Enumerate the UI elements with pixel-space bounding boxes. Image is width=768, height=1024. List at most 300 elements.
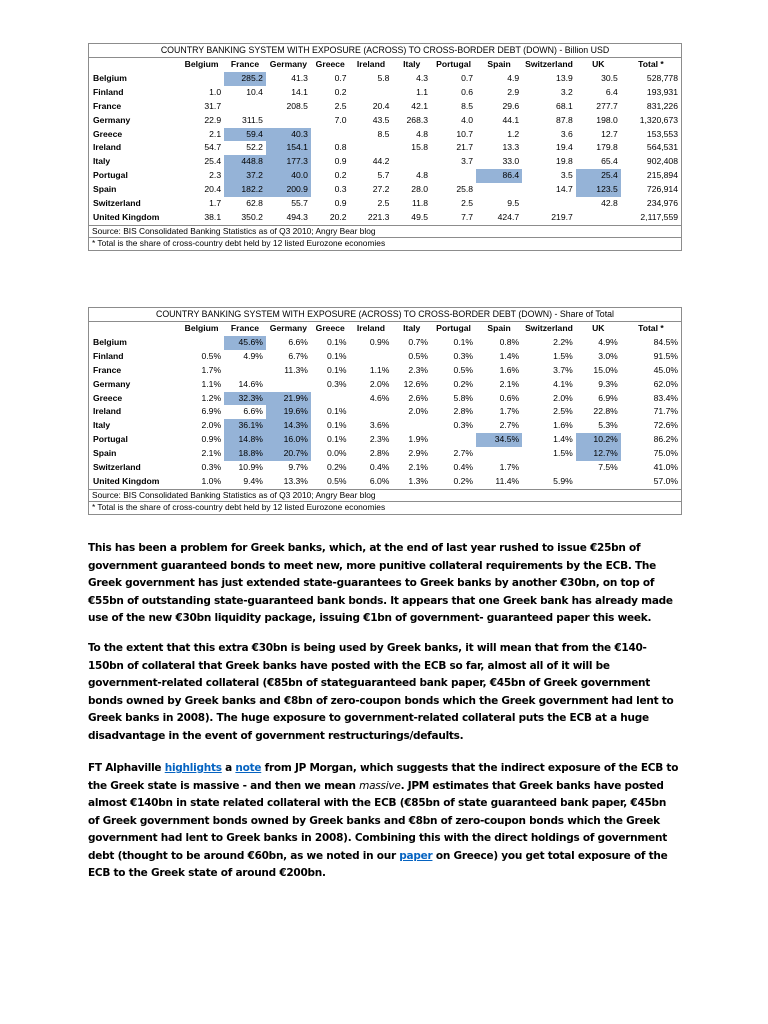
table-cell: 2.1%: [408, 462, 429, 473]
column-header-uk: UK: [592, 59, 605, 69]
table-cell: 19.6%: [266, 405, 311, 419]
table-cell: 3.2: [560, 86, 573, 97]
table-cell: 0.1%: [326, 336, 347, 347]
table-cell: 21.9%: [266, 392, 311, 406]
table-cell: 2.8%: [369, 448, 390, 459]
table-cell: 4.3: [416, 72, 429, 83]
table-cell: 9.3%: [598, 378, 618, 389]
table-cell: 12.6%: [403, 378, 429, 389]
table-cell: [311, 392, 350, 406]
table-cell: 2.1: [209, 128, 222, 139]
table-cell: 153,553: [646, 128, 678, 139]
table-cell: 6.4: [605, 86, 618, 97]
table-cell: 0.6%: [499, 392, 520, 403]
table-cell: 83.4%: [653, 392, 678, 403]
row-label: France: [93, 364, 122, 375]
table-cell: 43.5: [372, 114, 390, 125]
table-cell: 10.7: [456, 128, 474, 139]
table-cell: 0.1%: [326, 420, 347, 431]
table-row: [89, 86, 681, 100]
column-header-france: France: [230, 59, 260, 69]
table-cell: 2.7%: [453, 448, 474, 459]
table-cell: 20.4: [372, 100, 390, 111]
table-cell: 198.0: [596, 114, 618, 125]
table-cell: 4.8: [416, 128, 429, 139]
table-cell: 3.6: [560, 128, 573, 139]
table-cell: 215,894: [646, 170, 678, 181]
table-cell: 52.2: [246, 142, 263, 153]
p3-text-3: from JP Morgan, which suggests that the indirect exposure of the ECB to the Greek state is massive - and then we mean: [88, 762, 679, 792]
table-cell: 0.9: [334, 198, 347, 209]
table-cell: 2,117,559: [621, 211, 681, 225]
table-row: [89, 475, 681, 489]
table-cell: 902,408: [646, 156, 678, 167]
table-source: Source: BIS Consolidated Banking Statistics as of Q3 2010; Angry Bear blog: [89, 226, 681, 239]
table-cell: 59.4: [224, 128, 266, 142]
table-cell: 208.5: [286, 100, 308, 111]
table-cell: 15.8: [411, 142, 429, 153]
row-label: Spain: [93, 184, 117, 195]
table-cell: 5.8%: [453, 392, 474, 403]
table-row: [89, 114, 681, 128]
table-cell: 5.3%: [598, 420, 618, 431]
column-header-italy: Italy: [403, 59, 421, 69]
table-cell: 19.8: [556, 156, 573, 167]
table-cell: 72.6%: [653, 420, 678, 431]
exposure-billion-usd-table: [88, 43, 682, 251]
table-cell: 45.6%: [224, 336, 266, 350]
table-cell: 8.5: [377, 128, 390, 139]
table-cell: 277.7: [596, 100, 618, 111]
table-cell: 494.3: [266, 211, 311, 225]
header-corner: [89, 58, 179, 72]
table-cell: 22.8%: [593, 406, 618, 417]
table-cell: 14.8%: [224, 433, 266, 447]
table-cell: [224, 100, 266, 114]
table-cell: [431, 433, 476, 447]
table-cell: 221.3: [350, 211, 393, 225]
table-cell: 1.1%: [201, 378, 222, 389]
table-cell: 84.5%: [653, 336, 678, 347]
table-cell: 0.1%: [326, 364, 347, 375]
column-header-greece: Greece: [315, 323, 345, 333]
table-cell: 2.3%: [369, 434, 390, 445]
table-cell: 57.0%: [621, 475, 681, 489]
table-cell: 2.5: [334, 100, 347, 111]
table-cell: 0.4%: [453, 462, 474, 473]
row-label: Switzerland: [93, 198, 141, 209]
table-cell: 1.2: [507, 128, 520, 139]
table-cell: 1.7: [209, 198, 222, 209]
table-cell: [522, 461, 576, 475]
table-cell: 16.0%: [266, 433, 311, 447]
table-cell: 2.7%: [499, 420, 520, 431]
table-cell: 6.9%: [598, 392, 618, 403]
table-cell: 0.3: [334, 184, 347, 195]
table-row: [89, 433, 681, 447]
table-cell: 200.9: [266, 183, 311, 197]
table-cell: 8.5: [461, 100, 474, 111]
table-footnote: * Total is the share of cross-country debt held by 12 listed Eurozone economies: [92, 502, 386, 513]
table-cell: [179, 336, 224, 350]
column-header-germany: Germany: [269, 59, 308, 69]
row-label: Finland: [93, 86, 124, 97]
p3-text-5: on Greece) you get total exposure of the ECB to the Greek state of around €200bn.: [88, 849, 668, 879]
table-cell: 0.1%: [453, 336, 474, 347]
table-row: [89, 461, 681, 475]
table-cell: [576, 211, 621, 225]
table-cell: 0.1%: [326, 406, 347, 417]
paragraph-ecb-exposure: [88, 760, 680, 883]
table-cell: 87.8: [556, 114, 573, 125]
table-cell: [266, 378, 311, 392]
table-cell: 350.2: [224, 211, 266, 225]
table-cell: 0.2%: [453, 378, 474, 389]
table-cell: 6.6%: [288, 336, 308, 347]
column-header-spain: Spain: [487, 323, 511, 333]
table-row: [89, 141, 681, 155]
table-cell: 0.9: [334, 156, 347, 167]
table-cell: 311.5: [242, 114, 263, 125]
table-cell: 40.3: [266, 128, 311, 142]
table-cell: 4.9%: [598, 336, 618, 347]
paragraph-government-related-collateral: To the extent that this extra €30bn is being used by Greek banks, it will mean that from the €140-150bn of collateral that Greek banks have posted with the ECB so far, almost all of it will be government-related collateral (€85bn of stateguaranteed bank paper, €45bn of Greek government bonds owned by Greek banks and €8bn of zero-coupon bonds which the Greek government had lent to Greek banks in 2008). The huge exposure to government-related collateral puts the ECB at a huge disadvantage in the event of government restructurings/defaults.: [88, 642, 674, 742]
table-cell: 182.2: [224, 183, 266, 197]
column-header-total: Total *: [638, 59, 664, 69]
table-cell: 11.3%: [284, 364, 308, 375]
table-cell: 13.3%: [266, 475, 311, 489]
table-title: COUNTRY BANKING SYSTEM WITH EXPOSURE (ACROSS) TO CROSS-BORDER DEBT (DOWN) - Share of Total: [89, 308, 681, 322]
table-cell: 1.9%: [408, 434, 429, 445]
bank-exposure-table: [89, 44, 681, 226]
exposure-share-of-total-table: [88, 307, 682, 515]
column-header-ireland: Ireland: [356, 323, 386, 333]
table-cell: 65.4: [601, 156, 618, 167]
table-cell: 10.2%: [576, 433, 621, 447]
paragraph-greek-banks-collateral: This has been a problem for Greek banks, which, at the end of last year rushed to issue €25bn of government guaranteed bonds to meet new, more punitive collateral requirements by the ECB. The Greek government has just extended state-guarantees to Greek banks by another €30bn, on top of €55bn of outstanding state-guaranteed bank bonds. It appears that one Greek bank has already made use of the new €30bn liquidity package, issuing €1bn of government- guaranteed paper this week.: [88, 542, 673, 624]
table-row: [89, 336, 681, 350]
table-cell: 12.7: [601, 128, 618, 139]
table-source: Source: BIS Consolidated Banking Statistics as of Q3 2010; Angry Bear blog: [89, 490, 681, 503]
table-cell: 0.3%: [453, 350, 474, 361]
p3-text-1: FT Alphaville: [88, 762, 165, 774]
table-cell: 21.7: [456, 142, 474, 153]
table-cell: 22.9: [204, 114, 222, 125]
table-cell: 75.0%: [653, 448, 678, 459]
column-header-belgium: Belgium: [184, 59, 219, 69]
table-cell: 219.7: [522, 211, 576, 225]
column-header-germany: Germany: [269, 323, 308, 333]
table-cell: 29.6: [502, 100, 520, 111]
table-cell: 0.2: [334, 86, 347, 97]
row-label: Finland: [93, 350, 124, 361]
table-row: [89, 392, 681, 406]
table-cell: 0.8: [334, 142, 347, 153]
table-row: [89, 169, 681, 183]
table-row: [89, 100, 681, 114]
table-cell: 42.1: [411, 100, 429, 111]
row-label: Italy: [93, 156, 111, 167]
table-cell: [476, 183, 522, 197]
table-cell: 14.3%: [266, 419, 311, 433]
table-cell: 54.7: [204, 142, 222, 153]
table-cell: 34.5%: [476, 433, 522, 447]
table-row: [89, 350, 681, 364]
table-cell: 1.4%: [553, 434, 573, 445]
table-cell: 31.7: [204, 100, 222, 111]
table-cell: 6.7%: [288, 350, 308, 361]
p3-text-4: . JPM estimates that Greek banks have posted almost €140bn in state related collateral with the ECB (€85bn of state guaranteed bank paper, €45bn of Greek government bonds owned by Greek banks and €8bn of zero-coupon bonds which the Greek government had lent to Greek banks in 2008). Combining this with the direct holdings of government debt (thought to be around €60bn, as we noted in our: [88, 779, 667, 862]
table-cell: 0.3%: [201, 462, 222, 473]
table-cell: 3.7%: [553, 364, 573, 375]
table-cell: 2.1%: [201, 448, 222, 459]
table-cell: 14.1: [291, 86, 308, 97]
table-cell: 38.1: [179, 211, 224, 225]
table-cell: 0.7: [461, 72, 474, 83]
column-header-portugal: Portugal: [436, 59, 471, 69]
table-cell: 2.0%: [408, 406, 429, 417]
table-cell: 10.9%: [238, 462, 263, 473]
table-cell: 41.0%: [653, 462, 678, 473]
table-cell: 1.3%: [392, 475, 431, 489]
row-label: Spain: [93, 448, 117, 459]
table-cell: [431, 169, 476, 183]
table-cell: 2.5: [377, 198, 390, 209]
table-cell: 0.2: [334, 170, 347, 181]
table-cell: 32.3%: [224, 392, 266, 406]
table-cell: 2.9: [507, 86, 520, 97]
p3-emphasis-massive: massive: [359, 779, 401, 792]
table-cell: 0.4%: [369, 462, 390, 473]
column-header-ireland: Ireland: [356, 59, 386, 69]
table-cell: [350, 86, 393, 100]
table-cell: 0.5%: [311, 475, 350, 489]
table-row: [89, 197, 681, 211]
table-cell: 25.8: [456, 184, 474, 195]
table-cell: 20.2: [311, 211, 350, 225]
column-header-spain: Spain: [487, 59, 511, 69]
table-cell: [576, 475, 621, 489]
table-cell: 1.1: [416, 86, 429, 97]
row-label: Germany: [93, 378, 131, 389]
table-cell: 14.6%: [238, 378, 263, 389]
table-cell: 2.5%: [553, 406, 573, 417]
table-cell: 7.0: [334, 114, 347, 125]
table-cell: [350, 141, 393, 155]
table-cell: 2.0%: [201, 420, 222, 431]
table-cell: 62.0%: [653, 378, 678, 389]
table-cell: 4.1%: [553, 378, 573, 389]
row-label: Portugal: [93, 434, 128, 445]
table-cell: 726,914: [646, 184, 678, 195]
table-cell: 0.1%: [326, 350, 347, 361]
table-cell: 2.2%: [553, 336, 573, 347]
table-cell: 44.2: [372, 156, 390, 167]
row-label: Portugal: [93, 170, 128, 181]
table-cell: 268.3: [406, 114, 429, 125]
table-cell: 91.5%: [653, 350, 678, 361]
column-header-greece: Greece: [315, 59, 345, 69]
table-cell: 14.7: [556, 184, 573, 195]
table-cell: 1.5%: [553, 350, 573, 361]
table-cell: 0.5%: [453, 364, 474, 375]
table-cell: 1.4%: [499, 350, 520, 361]
table-cell: 0.5%: [408, 350, 429, 361]
table-cell: 3.5: [560, 170, 573, 181]
note-link[interactable]: note: [235, 762, 262, 774]
table-row: [89, 447, 681, 461]
table-cell: 4.0: [461, 114, 474, 125]
table-row: [89, 419, 681, 433]
table-cell: 1.7%: [499, 406, 520, 417]
table-cell: 13.9: [556, 72, 573, 83]
table-cell: [350, 350, 393, 364]
bank-exposure-table: [89, 308, 681, 490]
table-cell: 42.8: [601, 198, 618, 209]
table-cell: 30.5: [601, 72, 618, 83]
table-cell: 68.1: [556, 100, 573, 111]
table-cell: 25.4: [576, 169, 621, 183]
table-footnote: * Total is the share of cross-country debt held by 12 listed Eurozone economies: [92, 238, 386, 249]
table-cell: [392, 419, 431, 433]
table-cell: 6.6%: [243, 406, 263, 417]
column-header-belgium: Belgium: [184, 323, 219, 333]
table-row: [89, 405, 681, 419]
table-cell: 2.6%: [408, 392, 429, 403]
table-cell: 4.6%: [369, 392, 390, 403]
table-cell: 234,976: [646, 198, 678, 209]
table-row: [89, 364, 681, 378]
table-cell: 86.4: [476, 169, 522, 183]
table-cell: 0.1%: [326, 434, 347, 445]
table-cell: 2.3%: [408, 364, 429, 375]
table-cell: 41.3: [291, 72, 308, 83]
table-cell: 1.5%: [553, 448, 573, 459]
table-cell: [522, 197, 576, 211]
table-cell: 0.8%: [499, 336, 520, 347]
table-cell: 0.7%: [408, 336, 429, 347]
table-cell: 2.8%: [453, 406, 474, 417]
table-cell: 44.1: [502, 114, 520, 125]
row-label: Ireland: [93, 142, 122, 153]
table-cell: 831,226: [646, 100, 678, 111]
table-cell: 2.0%: [553, 392, 573, 403]
table-row: [89, 128, 681, 142]
table-cell: 1.7%: [201, 364, 222, 375]
table-cell: 36.1%: [224, 419, 266, 433]
table-cell: 123.5: [576, 183, 621, 197]
table-cell: 0.6: [461, 86, 474, 97]
table-cell: [350, 405, 393, 419]
table-cell: 45.0%: [653, 364, 678, 375]
table-cell: 12.7%: [576, 447, 621, 461]
table-cell: 6.0%: [350, 475, 393, 489]
table-cell: [311, 128, 350, 142]
table-row: [89, 378, 681, 392]
row-label: Switzerland: [93, 462, 141, 473]
table-cell: 62.8: [246, 198, 263, 209]
row-label: Ireland: [93, 406, 122, 417]
column-header-italy: Italy: [403, 323, 421, 333]
highlights-link[interactable]: highlights: [164, 762, 222, 774]
table-cell: 0.9%: [201, 434, 222, 445]
table-row: [89, 155, 681, 169]
table-cell: 7.7: [431, 211, 476, 225]
table-cell: 55.7: [291, 198, 308, 209]
table-cell: 2.5: [461, 198, 474, 209]
table-cell: 11.4%: [476, 475, 522, 489]
table-cell: 285.2: [224, 72, 266, 86]
table-cell: 3.6%: [369, 420, 390, 431]
table-cell: 10.4: [246, 86, 263, 97]
table-cell: 528,778: [646, 72, 678, 83]
row-label: Greece: [93, 392, 123, 403]
table-cell: 3.7: [461, 156, 474, 167]
row-label: Greece: [93, 128, 123, 139]
table-cell: 193,931: [646, 86, 678, 97]
table-cell: 5.8: [377, 72, 390, 83]
row-label: United Kingdom: [89, 475, 179, 489]
table-cell: 1.1%: [369, 364, 390, 375]
table-cell: 1.2%: [201, 392, 222, 403]
table-cell: 33.0: [502, 156, 520, 167]
table-cell: 179.8: [596, 142, 618, 153]
table-cell: [266, 114, 311, 128]
table-cell: 448.8: [224, 155, 266, 169]
row-label: France: [93, 100, 122, 111]
table-cell: 37.2: [224, 169, 266, 183]
table-cell: 2.0%: [369, 378, 390, 389]
table-cell: 27.2: [372, 184, 390, 195]
table-cell: 154.1: [266, 141, 311, 155]
table-cell: 1.6%: [499, 364, 520, 375]
table-cell: 71.7%: [653, 406, 678, 417]
table-cell: 424.7: [476, 211, 522, 225]
table-cell: 0.3%: [453, 420, 474, 431]
table-cell: 7.5%: [598, 462, 618, 473]
table-cell: 6.9%: [201, 406, 222, 417]
table-cell: 13.3: [502, 142, 520, 153]
table-cell: 15.0%: [593, 364, 618, 375]
table-cell: 1.0: [209, 86, 222, 97]
row-label: Italy: [93, 420, 111, 431]
paper-link[interactable]: paper: [399, 849, 433, 862]
table-cell: 4.9: [507, 72, 520, 83]
column-header-total: Total *: [638, 323, 664, 333]
table-cell: [392, 155, 431, 169]
table-cell: [476, 447, 522, 461]
table-cell: 19.4: [556, 142, 573, 153]
table-cell: 40.0: [266, 169, 311, 183]
table-cell: 1.7%: [499, 462, 520, 473]
table-row: [89, 211, 681, 225]
table-cell: 11.8: [411, 198, 429, 209]
table-cell: 2.1%: [499, 378, 520, 389]
table-cell: 5.7: [377, 170, 390, 181]
table-cell: 9.5: [507, 198, 520, 209]
header-corner: [89, 322, 179, 336]
table-cell: 0.0%: [326, 448, 347, 459]
table-cell: 5.9%: [522, 475, 576, 489]
table-cell: 0.3%: [326, 378, 347, 389]
table-cell: 177.3: [266, 155, 311, 169]
table-cell: 9.4%: [224, 475, 266, 489]
table-cell: 1,320,673: [639, 114, 678, 125]
column-header-switzerland: Switzerland: [525, 59, 573, 69]
table-cell: 564,531: [646, 142, 678, 153]
table-cell: 0.2%: [326, 462, 347, 473]
table-row: [89, 72, 681, 86]
